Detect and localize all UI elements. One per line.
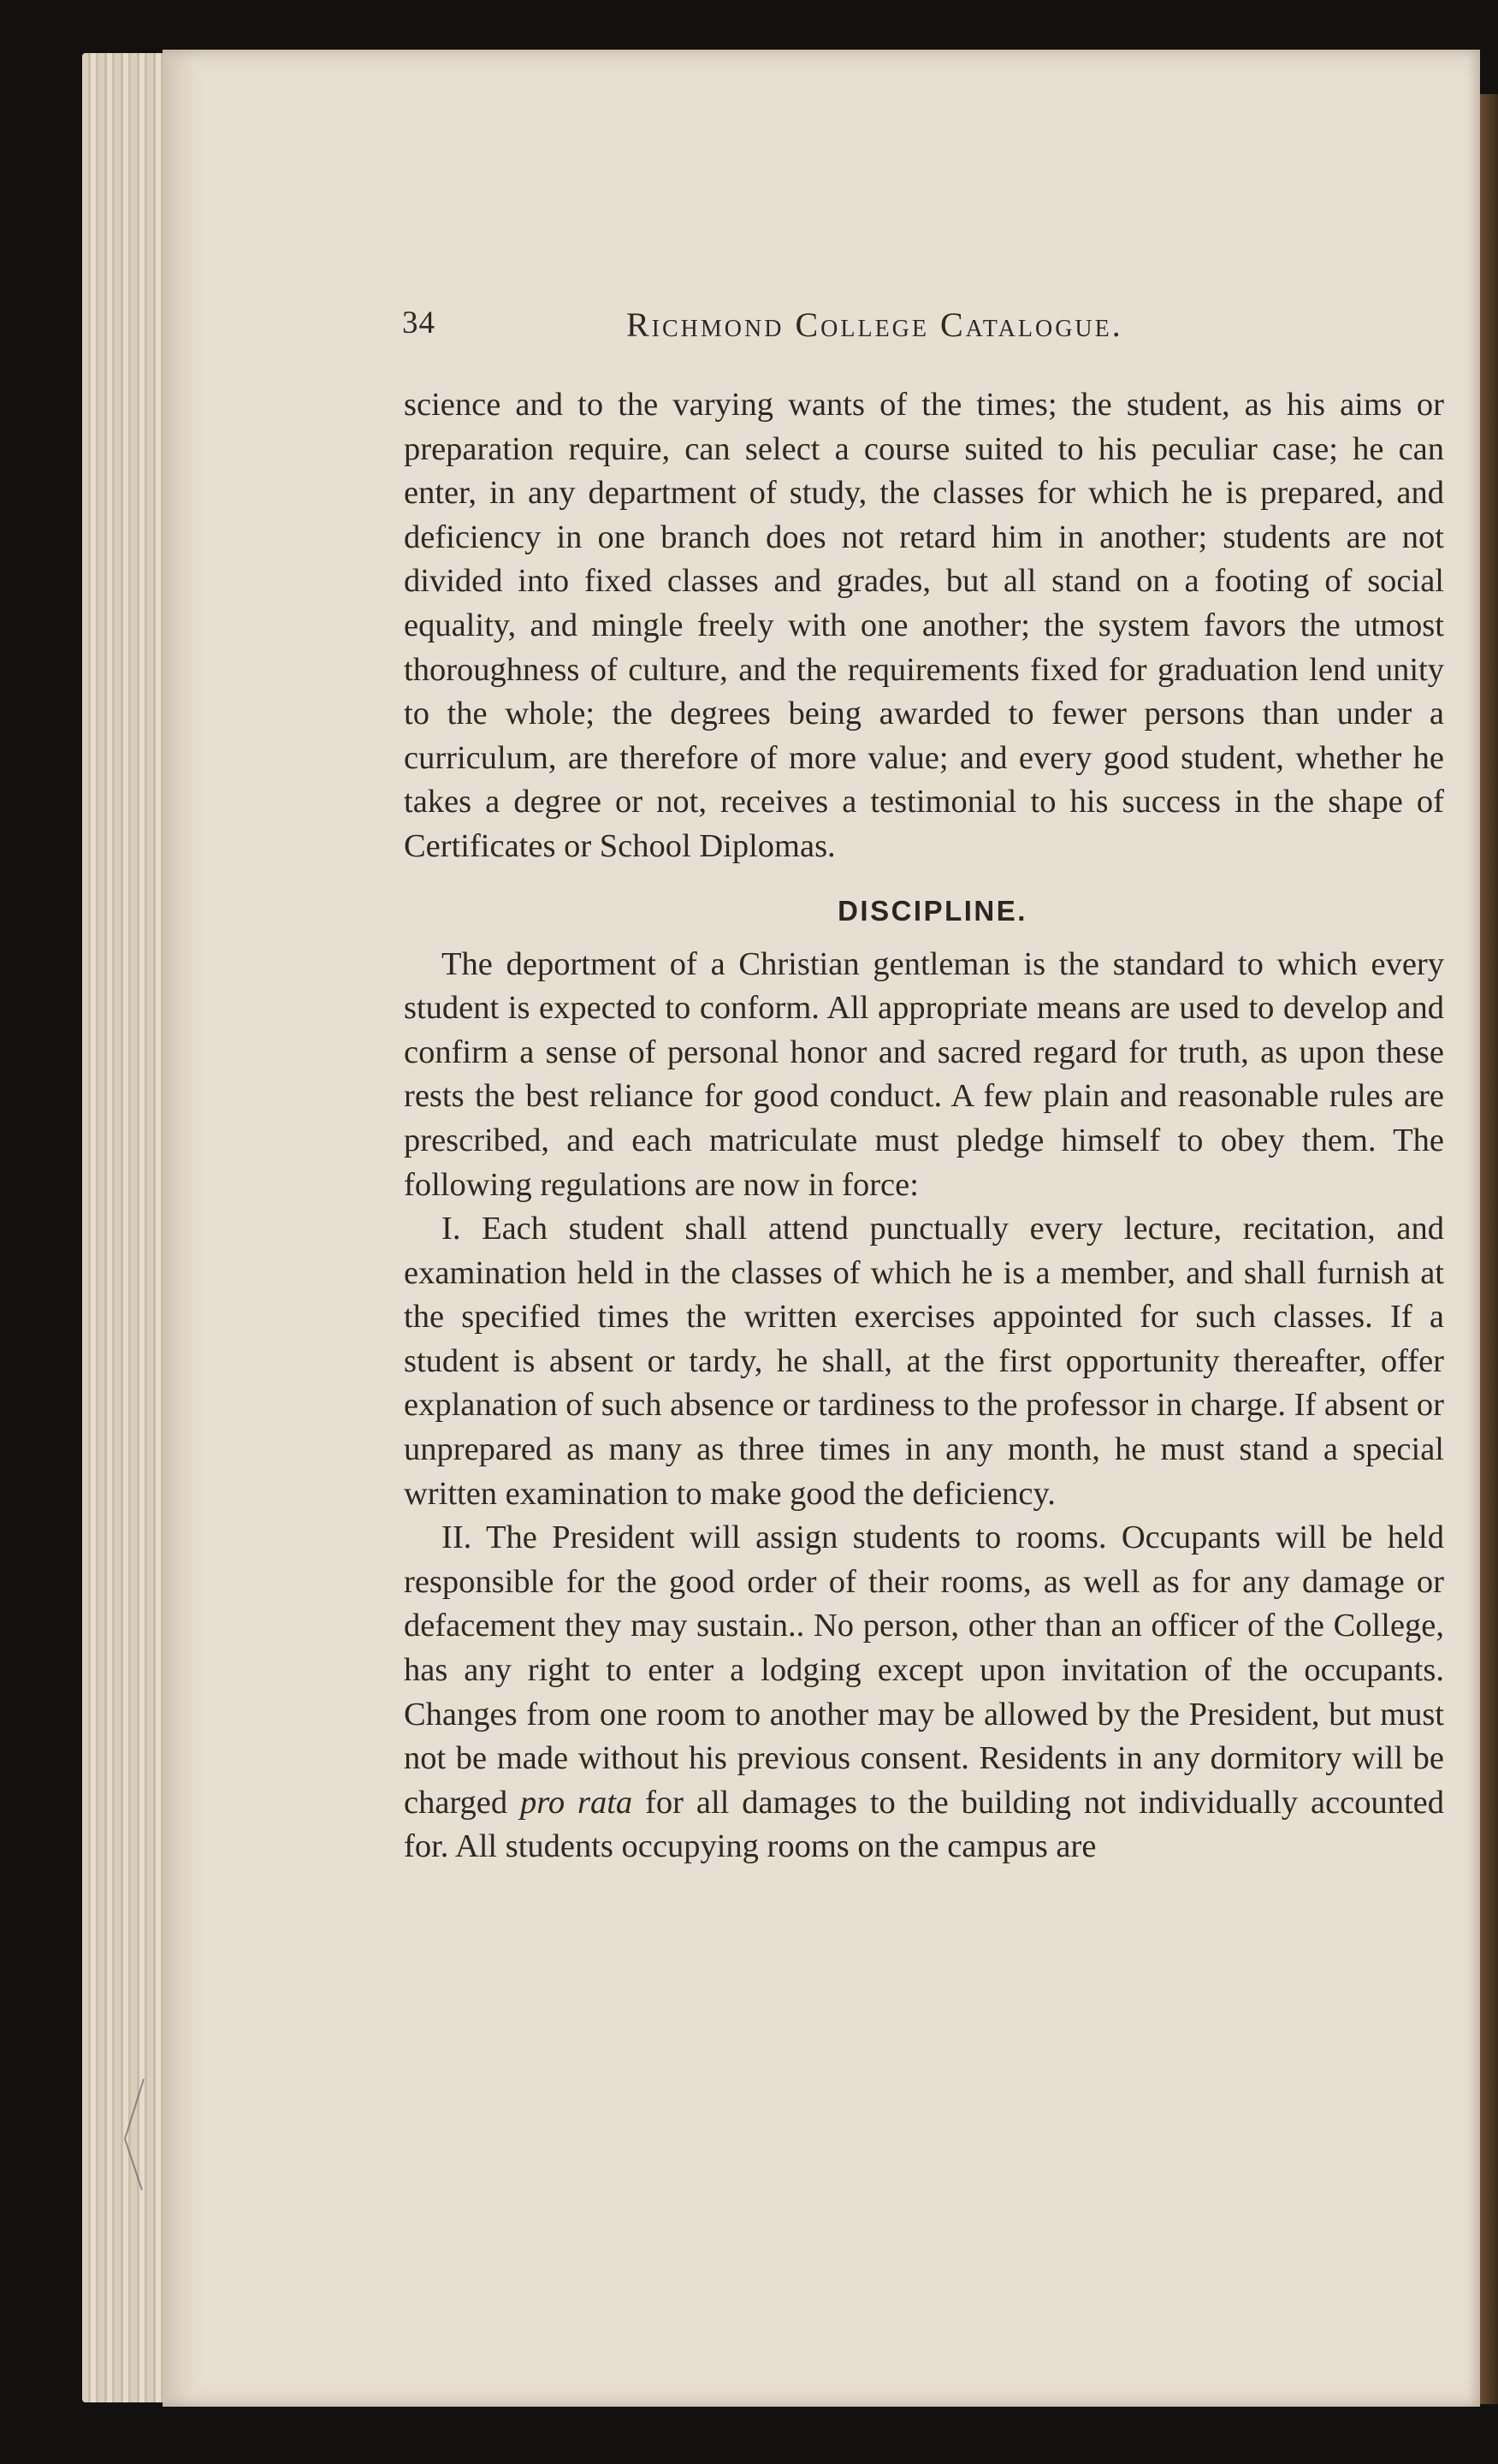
- rule-2-text-start: II. The President will assign students to rooms. Occupants will be held responsible for the good order of their rooms, as well as for any damage or defacement they may sustain.. No person, other than an officer of the College, has any right to enter a lodging except upon invitation of the occupants. Changes from one room to another may be allowed by the President, but must not be made without his previous consent. Residents in any dormitory will be charged: [404, 1519, 1444, 1821]
- paragraph-rule-2: [404, 1516, 1444, 1869]
- rule-2-italic-term: pro rata: [520, 1784, 633, 1821]
- paragraph-continuation: science and to the varying wants of the times; the student, as his aims or preparation require, can select a course suited to his peculiar case; he can enter, in any department of study, the classes for which he is prepared, and deficiency in one branch does not retard him in another; students are not divided into fixed classes and grades, but all stand on a footing of social equality, and mingle freely with one another; the system favors the utmost thoroughness of culture, and the requirements fixed for graduation lend unity to the whole; the degrees being awarded to fewer persons than under a curriculum, are therefore of more value; and every good student, whether he takes a degree or not, receives a testimonial to his success in the shape of Certificates or School Diplomas.: [404, 387, 1444, 864]
- section-heading: DISCIPLINE.: [838, 894, 1027, 927]
- paragraph-discipline-intro: The deportment of a Christian gentleman is the standard to which every student is expected to conform. All appropriate means are used to develop and confirm a sense of personal honor and sacred regard for truth, as upon these rests the best reliance for good conduct. A few plain and reasonable rules are prescribed, and each matriculate must pledge himself to obey them. The following regulations are now in force:: [404, 945, 1444, 1203]
- page-number: 34: [402, 305, 435, 341]
- body-text: [404, 383, 1444, 1869]
- rule-2-text-end: for all damages to the building not individually accounted for. All students occupying rooms on the campus are: [404, 1784, 1445, 1865]
- page-header: [402, 305, 1446, 356]
- paragraph-rule-1: I. Each student shall attend punctually every lecture, recitation, and examination held in the classes of which he is a member, and shall furnish at the specified times the written exercises appointed for such classes. If a student is absent or tardy, he shall, at the first opportunity thereafter, offer explanation of such absence or tardiness to the professor in charge. If absent or unprepared as many as three times in any month, he must stand a special written examination to make good the deficiency.: [404, 1211, 1444, 1512]
- running-title: Richmond College Catalogue.: [626, 305, 1123, 344]
- pencil-mark-icon: [118, 2070, 152, 2199]
